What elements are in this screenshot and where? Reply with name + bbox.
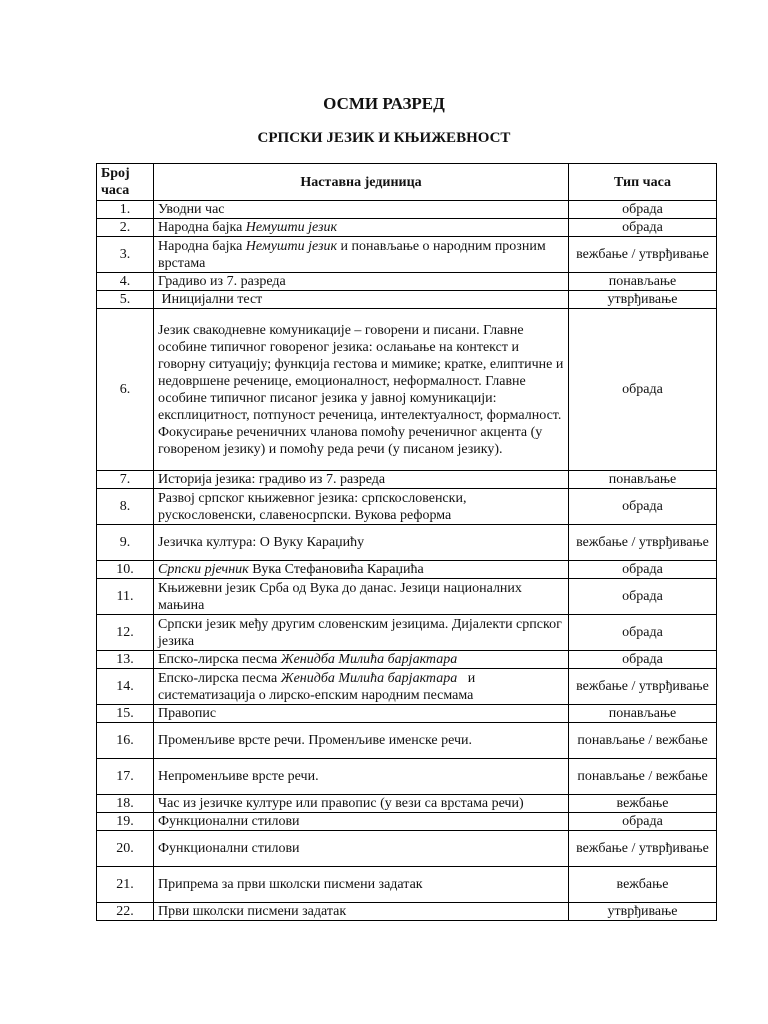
- lesson-type: обрада: [569, 813, 717, 831]
- teaching-unit: [154, 273, 569, 291]
- lesson-type: понављање: [569, 471, 717, 489]
- teaching-unit: [154, 579, 569, 615]
- teaching-unit: [154, 309, 569, 471]
- work-title: Немушти језик: [245, 238, 338, 254]
- teaching-unit: [154, 561, 569, 579]
- lesson-type: понављање: [569, 273, 717, 291]
- lesson-type: понављање / вежбање: [569, 723, 717, 759]
- lesson-type: вежбање / утврђивање: [569, 669, 717, 705]
- unit-text: Променљиве врсте речи. Променљиве именске речи.: [158, 733, 473, 748]
- unit-text: Народна бајка: [158, 238, 246, 254]
- unit-text: Књижевни језик Срба од Вука до данас. Језици националних мањина: [158, 580, 526, 613]
- table-row: [97, 831, 717, 867]
- table-row: [97, 705, 717, 723]
- unit-text: Народна бајка: [158, 220, 246, 235]
- teaching-unit: [154, 759, 569, 795]
- lesson-type: обрада: [569, 219, 717, 237]
- table-row: [97, 759, 717, 795]
- lesson-number: 15.: [97, 705, 154, 723]
- lesson-type: обрада: [569, 579, 717, 615]
- unit-text: Епско-лирска песма: [158, 652, 281, 667]
- teaching-unit: [154, 201, 569, 219]
- work-title: Женидба Милића барјактара: [280, 670, 458, 686]
- table-row: [97, 219, 717, 237]
- lesson-number: 4.: [97, 273, 154, 291]
- lesson-number: 17.: [97, 759, 154, 795]
- lesson-number: 10.: [97, 561, 154, 579]
- lesson-number: 1.: [97, 201, 154, 219]
- header-teaching-unit: Наставна јединица: [154, 164, 569, 201]
- unit-text: Први школски писмени задатак: [158, 904, 347, 919]
- lesson-number: 20.: [97, 831, 154, 867]
- unit-text: Градиво из 7. разреда: [158, 274, 286, 289]
- lesson-number: 3.: [97, 237, 154, 273]
- lesson-number: 14.: [97, 669, 154, 705]
- lesson-type: утврђивање: [569, 291, 717, 309]
- lesson-type: обрада: [569, 489, 717, 525]
- work-title: Женидба Милића барјактара: [280, 652, 458, 667]
- lesson-number: 19.: [97, 813, 154, 831]
- table-row: [97, 795, 717, 813]
- table-row: [97, 723, 717, 759]
- header-lesson-number: [97, 164, 154, 201]
- table-row: [97, 903, 717, 921]
- lesson-type: утврђивање: [569, 903, 717, 921]
- lesson-type: вежбање: [569, 867, 717, 903]
- lesson-number: 21.: [97, 867, 154, 903]
- teaching-unit: [154, 795, 569, 813]
- work-title: Немушти језик: [245, 220, 338, 235]
- teaching-unit: [154, 705, 569, 723]
- lesson-type: вежбање / утврђивање: [569, 525, 717, 561]
- lesson-number: 6.: [97, 309, 154, 471]
- lesson-type: вежбање: [569, 795, 717, 813]
- page-title: ОСМИ РАЗРЕД: [323, 94, 445, 113]
- teaching-unit: [154, 723, 569, 759]
- lesson-number: 13.: [97, 651, 154, 669]
- table-row: [97, 615, 717, 651]
- lesson-type: обрада: [569, 309, 717, 471]
- unit-text: Српски језик међу другим словенским језицима. Дијалекти српског језика: [158, 616, 566, 649]
- header-lesson-number-line2: часа: [101, 183, 130, 198]
- lesson-plan-table: [96, 163, 717, 921]
- unit-text: Правопис: [158, 706, 217, 721]
- teaching-unit: [154, 489, 569, 525]
- teaching-unit: [154, 525, 569, 561]
- unit-text: Језик свакодневне комуникације – говорени и писани. Главне особине типичног говореног језика: ослањање на контекст и говорну ситуацију; функција гестова и мимике; кратке, елиптичне и недовршене реченице, емоционалност, неформалност. Главне особине типичног писаног језика у јавној комуникацији: експлицитност, потпуност реченица, интелектуалност, формалност. Фокусирање реченичних чланова помоћу реченичног акцента (у говореном језику) и помоћу реда речи (у писаном језику).: [158, 322, 567, 457]
- lesson-type: вежбање / утврђивање: [569, 831, 717, 867]
- table-row: [97, 309, 717, 471]
- unit-text: Епско-лирска песма: [158, 670, 281, 686]
- unit-text: Развој српског књижевног језика: српскословенски, рускословенски, славеносрпски. Вукова реформа: [158, 490, 470, 523]
- lesson-type: вежбање / утврђивање: [569, 237, 717, 273]
- unit-text: Вука Стефановића Караџића: [248, 562, 424, 577]
- lesson-number: 5.: [97, 291, 154, 309]
- lesson-number: 12.: [97, 615, 154, 651]
- unit-text: Функционални стилови: [158, 814, 300, 829]
- table-row: [97, 291, 717, 309]
- teaching-unit: [154, 291, 569, 309]
- teaching-unit: [154, 651, 569, 669]
- table-row: [97, 669, 717, 705]
- page-subtitle: СРПСКИ ЈЕЗИК И КЊИЖЕВНОСТ: [257, 130, 511, 146]
- work-title: Српски рјечник: [158, 562, 249, 577]
- teaching-unit: [154, 471, 569, 489]
- header-lesson-type: Тип часа: [569, 164, 717, 201]
- teaching-unit: [154, 813, 569, 831]
- lesson-number: 18.: [97, 795, 154, 813]
- teaching-unit: [154, 669, 569, 705]
- unit-text: Непроменљиве врсте речи.: [158, 769, 319, 784]
- lesson-number: 16.: [97, 723, 154, 759]
- lesson-number: 22.: [97, 903, 154, 921]
- lesson-type: обрада: [569, 651, 717, 669]
- table-row: [97, 237, 717, 273]
- table-row: [97, 867, 717, 903]
- teaching-unit: [154, 615, 569, 651]
- teaching-unit: [154, 831, 569, 867]
- table-row: [97, 201, 717, 219]
- lesson-number: 11.: [97, 579, 154, 615]
- header-row: [97, 164, 717, 201]
- unit-text: Историја језика: градиво из 7. разреда: [158, 472, 386, 487]
- unit-text: Припрема за први школски писмени задатак: [158, 877, 423, 892]
- table-header: [97, 164, 717, 201]
- lesson-type: обрада: [569, 561, 717, 579]
- header-lesson-number-line1: Број: [101, 166, 130, 181]
- table-row: [97, 525, 717, 561]
- teaching-unit: [154, 219, 569, 237]
- unit-text: Уводни час: [158, 202, 225, 217]
- unit-text: и понављање о народним прозним врстама: [158, 238, 550, 271]
- table-row: [97, 561, 717, 579]
- table-row: [97, 813, 717, 831]
- lesson-number: 2.: [97, 219, 154, 237]
- teaching-unit: [154, 903, 569, 921]
- lesson-number: 9.: [97, 525, 154, 561]
- unit-text: Функционални стилови: [158, 841, 300, 856]
- lesson-type: понављање / вежбање: [569, 759, 717, 795]
- table-row: [97, 471, 717, 489]
- table-row: [97, 579, 717, 615]
- lesson-number: 8.: [97, 489, 154, 525]
- table-row: [97, 489, 717, 525]
- teaching-unit: [154, 867, 569, 903]
- lesson-type: понављање: [569, 705, 717, 723]
- unit-text: Час из језичке културе или правопис (у вези са врстама речи): [158, 796, 524, 811]
- lesson-type: обрада: [569, 615, 717, 651]
- lesson-type: обрада: [569, 201, 717, 219]
- teaching-unit: [154, 237, 569, 273]
- table-body: [97, 201, 717, 921]
- unit-text: Иницијални тест: [158, 292, 263, 307]
- table-row: [97, 273, 717, 291]
- unit-text: Језичка култура: О Вуку Караџићу: [158, 535, 365, 550]
- unit-text: и систематизација о лирско-епским народним песмама: [158, 670, 479, 703]
- table-row: [97, 651, 717, 669]
- lesson-number: 7.: [97, 471, 154, 489]
